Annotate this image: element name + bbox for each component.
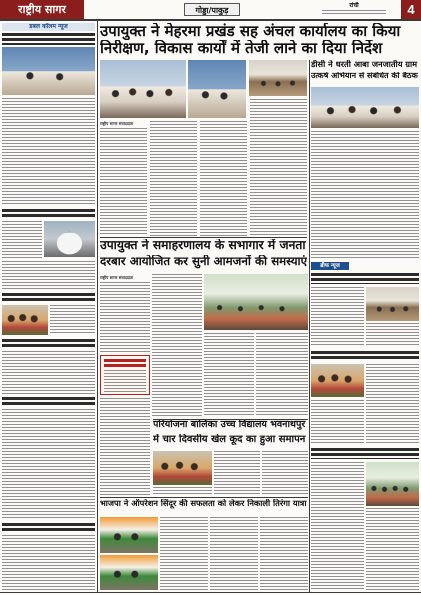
notice-box-heading xyxy=(104,359,146,367)
left-story-4-body xyxy=(2,351,95,394)
sports-headline-line-1: परियोजना बालिका उच्च विद्यालय भवनाथपुर xyxy=(153,420,306,430)
sports-body-col-2 xyxy=(214,451,260,496)
left-story-2-headline xyxy=(2,209,95,218)
lead-story-headline-line-2: निरीक्षण, विकास कार्यों में तेजी लाने का दिया निर्देश xyxy=(100,40,383,57)
brief-2-headline xyxy=(311,351,419,361)
brief-3-photo xyxy=(366,462,419,506)
brief-3-headline xyxy=(311,448,419,459)
sports-headline-line-2: में चार दिवसीय खेल कूद का हुआ समापन xyxy=(153,434,306,445)
tiranga-yatra-photo-1 xyxy=(100,517,158,553)
left-story-4-headline xyxy=(2,339,95,348)
brief-2-photo xyxy=(311,364,364,397)
left-story-3-body xyxy=(50,305,95,335)
janta-darbar-body-col-2 xyxy=(152,274,202,417)
left-story-2-body xyxy=(2,221,42,259)
page-bottom-rule xyxy=(0,592,421,593)
lead-story-photo-2 xyxy=(188,60,246,118)
brief-1-body-continued xyxy=(366,323,419,347)
sports-body-col-3 xyxy=(262,451,308,496)
tiranga-yatra-body-col-2 xyxy=(210,517,258,590)
left-story-5-headline xyxy=(2,397,95,406)
janta-darbar-headline-line-1: उपायुक्त ने समाहरणालय के सभागार में जनता xyxy=(100,239,306,252)
dc-meeting-photo xyxy=(311,87,419,128)
janta-darbar-byline: राष्ट्रीय सागर संवाददाता xyxy=(100,275,134,280)
brief-2-body xyxy=(366,364,419,444)
masthead-dateline-lines xyxy=(322,10,386,16)
right-column-section-label: ब्रीफ न्यूज xyxy=(311,262,349,270)
brief-1-headline xyxy=(311,273,419,284)
janta-darbar-body-col-1 xyxy=(100,282,150,352)
brief-3-body-continued xyxy=(366,508,419,590)
dc-meeting-headline-line-1: डीसी ने धरती आबा जनजातीय ग्राम xyxy=(311,60,418,69)
left-story-6-body xyxy=(2,535,95,590)
tiranga-yatra-body-col-3 xyxy=(260,517,308,590)
left-story-2-photo-car xyxy=(44,221,95,257)
left-story-3-photo xyxy=(2,305,48,335)
lead-story-body-col-3 xyxy=(200,121,247,236)
brief-1-body xyxy=(311,287,364,347)
sports-body-col-1 xyxy=(153,487,212,496)
right-column-divider xyxy=(309,60,310,592)
janta-darbar-body-col-1-continued xyxy=(100,398,150,496)
left-story-1-photo xyxy=(2,47,95,95)
lead-story-body-col-2 xyxy=(150,121,197,236)
dc-meeting-body xyxy=(311,131,419,259)
lead-story-byline: राष्ट्रीय सागर संवाददाता xyxy=(100,121,134,126)
masthead-rule xyxy=(0,19,421,21)
dc-meeting-headline-line-2: उत्कर्ष अभियान से संबंधित की बैठक xyxy=(311,72,418,80)
left-story-2-body-continued xyxy=(2,261,95,290)
left-story-1-headline xyxy=(2,33,95,45)
lead-story-headline-line-1: उपायुक्त ने मेहरमा प्रखंड सह अंचल कार्यालय का किया xyxy=(100,23,401,40)
left-story-5-body xyxy=(2,409,95,520)
notice-box xyxy=(100,355,150,395)
brief-2-body-continued xyxy=(311,400,364,444)
masthead-edition: गोड्डा/पाकुड़ xyxy=(184,3,240,16)
lead-story-photo-3 xyxy=(249,60,307,96)
janta-darbar-headline-line-2: दरबार आयोजित कर सुनी आमजनों की समस्याएं xyxy=(100,255,307,268)
tiranga-top-rule xyxy=(100,497,308,498)
janta-darbar-top-rule xyxy=(100,237,307,238)
brief-1-photo xyxy=(366,287,419,321)
janta-darbar-body-col-3 xyxy=(204,333,254,417)
left-column-divider xyxy=(97,21,98,592)
sports-photo xyxy=(153,451,212,485)
brief-3-body xyxy=(311,462,364,590)
lead-story-photo-1 xyxy=(100,60,186,118)
lead-story-body-col-1 xyxy=(100,128,147,236)
page-number: 4 xyxy=(401,0,421,19)
left-story-3-headline xyxy=(2,293,95,302)
lead-story-body-col-4 xyxy=(250,99,307,236)
notice-box-body xyxy=(104,370,146,392)
masthead-city: रांची xyxy=(349,2,359,9)
masthead-paper-name: राष्ट्रीय सागर xyxy=(0,0,84,19)
tiranga-yatra-headline: भाजपा ने ऑपरेशन सिंदूर की सफलता को लेकर निकाली तिरंगा यात्रा xyxy=(100,499,307,508)
left-column-section-label: डबल कॉलम न्यूज xyxy=(2,23,95,31)
left-story-1-body xyxy=(2,98,95,206)
janta-darbar-body-col-4 xyxy=(256,333,308,417)
janta-darbar-photo xyxy=(204,274,308,330)
tiranga-yatra-photo-2 xyxy=(100,555,158,590)
tiranga-yatra-body-col-1 xyxy=(160,517,208,590)
left-story-6-headline xyxy=(2,523,95,532)
